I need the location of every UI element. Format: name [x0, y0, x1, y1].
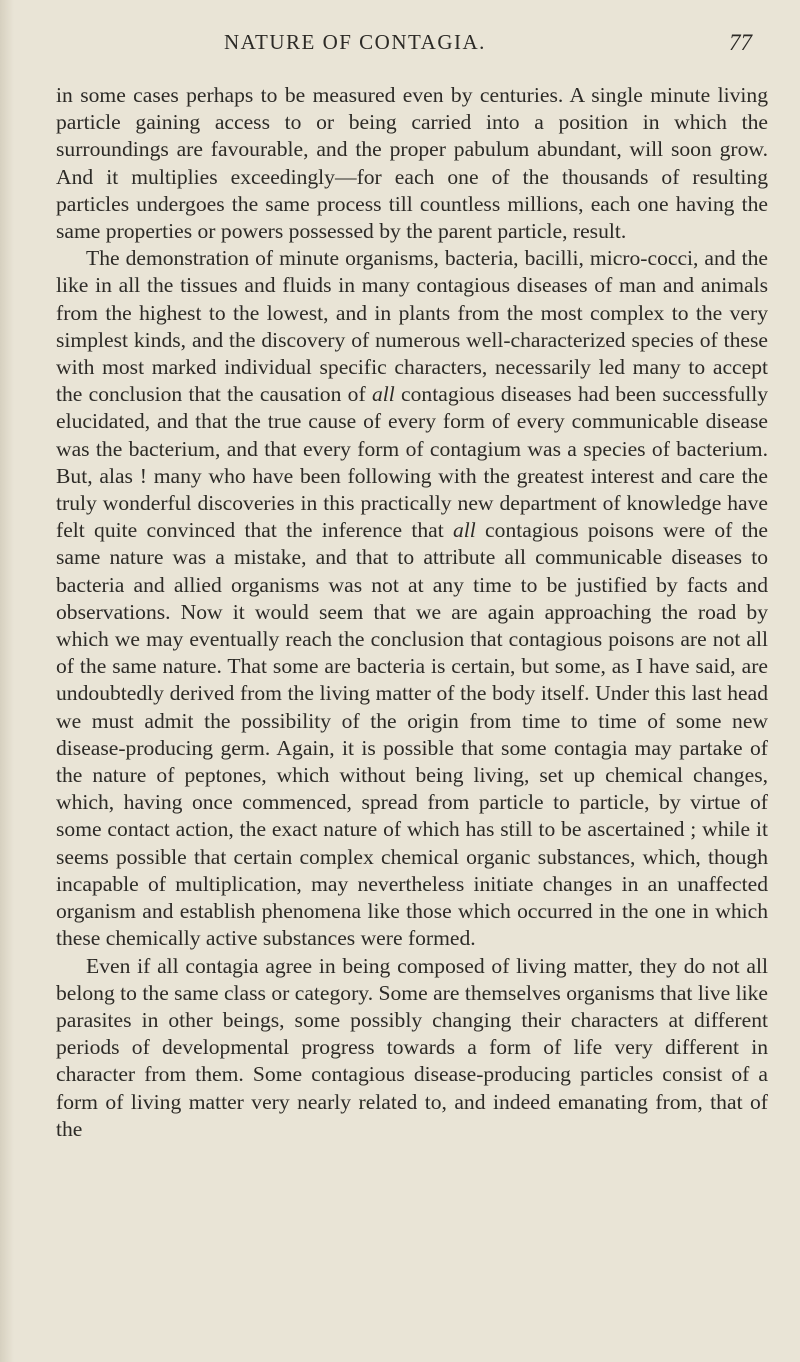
paragraph-1-text: in some cases perhaps to be measured even by centuries. A single minute living particle gaining access to or being carried into a position in which the surroundings are favourable, and the proper pabulum abundant, will soon grow. And it multiplies exceedingly—for each one of the thousands of resulting particles undergoes the same process till countless millions, each one having the same properties or powers possessed by the parent particle, result.	[56, 83, 768, 244]
paragraph-2-text-a: The demonstration of minute organisms, bacteria, bacilli, micro-cocci, and the like in all the tissues and fluids in many contagious diseases of man and animals from the highest to the lowest, and in plants from the most complex to the very simplest kinds, and the discovery of numerous well-characterized species of these with most marked individual specific characters, necessarily led many to accept the conclusion that the causation of	[56, 246, 768, 407]
paragraph-2-text-b: contagious diseases had been successfully elucidated, and that the true cause of every form of every communicable disease was the bacterium, and that every form of contagium was a species of bacterium. But, alas ! many who have been following with the greatest interest and care the truly wonderful discoveries in this practically new department of knowledge have felt quite convinced that the inference that	[56, 382, 769, 543]
page-edge-shadow	[0, 0, 14, 1362]
paragraph-2-emphasis-all-2: all	[453, 518, 476, 543]
running-title: NATURE OF CONTAGIA.	[224, 30, 486, 54]
paragraph-2-emphasis-all-1: all	[371, 382, 395, 407]
paragraph-2-text-c: contagious poisons were of the same nature was a mistake, and that to attribute all communicable diseases to bacteria and allied organisms was not at any time to be justified by facts and observations. Now it would seem that we are again approaching the road by which we may eventually reach the conclusion that contagious poisons are not all of the same nature. That some are bacteria is certain, but some, as I have said, are undoubtedly derived from the living matter of the body itself. Under this last head we must admit the possibility of the origin from time to time of some new disease-producing germ. Again, it is possible that some contagia may partake of the nature of peptones, which without being living, set up chemical changes, which, having once commenced, spread from particle to particle, by virtue of some contact action, the exact nature of which has still to be ascertained ; while it seems possible that certain complex chemical organic substances, which, though incapable of multiplication, may nevertheless initiate changes in an unaffected organism and establish phenomena like those which occurred in the one in which these chemically active substances were formed.	[56, 518, 768, 951]
page-number: 77	[729, 30, 752, 55]
book-page	[56, 30, 768, 1143]
paragraph-1	[56, 82, 768, 245]
body-text	[56, 82, 768, 1143]
paragraph-3	[56, 953, 768, 1143]
paragraph-2	[56, 245, 768, 952]
running-head	[56, 30, 768, 64]
paragraph-3-text: Even if all contagia agree in being composed of living matter, they do not all belong to the same class or category. Some are themselves organisms that live like parasites in other beings, some possibly changing their characters at different periods of developmental progress towards a form of life very different in character from them. Some contagious disease-producing particles consist of a form of living matter very nearly related to, and indeed emanating from, that of the	[56, 953, 768, 1141]
